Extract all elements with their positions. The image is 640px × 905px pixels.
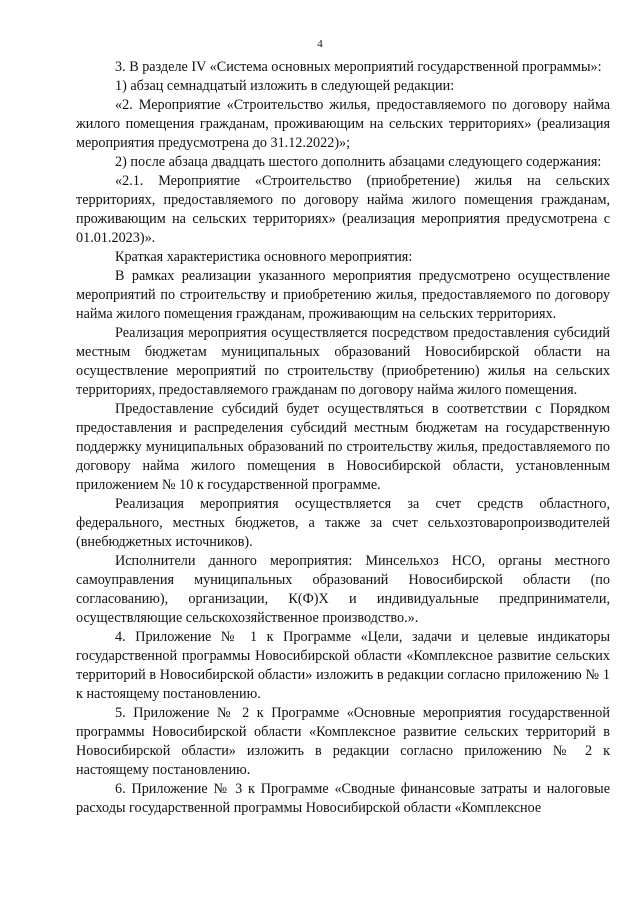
paragraph-funding: Реализация мероприятия осуществляется за счет средств областного, федерального, местных бюджетов, а также за счет сельхозтоваропроизводителей (внебюджетных источников).: [76, 496, 610, 550]
paragraph-item-2: 2) после абзаца двадцать шестого дополнить абзацами следующего содержания:: [115, 154, 602, 170]
paragraph-quote-2-1: «2.1. Мероприятие «Строительство (приобретение) жилья на сельских территориях, предоставляемого по договору найма жилого помещения гражданам, проживающим на сельских территориях» (реализация мероприятия предусмотрена с 01.01.2023)».: [76, 173, 610, 246]
paragraph-quote-2: «2. Мероприятие «Строительство жилья, предоставляемого по договору найма жилого помещения гражданам, проживающим на сельских территориях» (реализация мероприятия предусмотрена до 31.12.2022)»;: [76, 97, 610, 151]
paragraph-brief-characteristic: Краткая характеристика основного мероприятия:: [115, 249, 413, 265]
paragraph-implementation: Реализация мероприятия осуществляется посредством предоставления субсидий местным бюджетам муниципальных образований Новосибирской области на осуществление мероприятий по строительству (приобретению) жилья на сельских территориях, предоставляемого гражданам по договору найма жилого помещения.: [76, 325, 610, 398]
paragraph-subsidies: Предоставление субсидий будет осуществляться в соответствии с Порядком предоставления и распределения субсидий местным бюджетам на государственную поддержку муниципальных образований по строительству жилья, предоставляемого по договору найма жилого помещения в Новосибирской области, установленным приложением № 10 к государственной программе.: [76, 401, 610, 493]
document-body: [76, 58, 610, 818]
paragraph-section-6: 6. Приложение № 3 к Программе «Сводные финансовые затраты и налоговые расходы государственной программы Новосибирской области «Комплексное: [76, 781, 610, 816]
paragraph-section-5: 5. Приложение № 2 к Программе «Основные мероприятия государственной программы Новосибирской области «Комплексное развитие сельских территорий в Новосибирской области» изложить в редакции согласно приложению № 2 к настоящему постановлению.: [76, 705, 610, 778]
paragraph-scope: В рамках реализации указанного мероприятия предусмотрено осуществление мероприятий по строительству и приобретению жилья, предоставляемого по договору найма жилого помещения гражданам, проживающим на сельских территориях.: [76, 268, 610, 322]
page-number: 4: [317, 38, 323, 50]
paragraph-section-3: 3. В разделе IV «Система основных мероприятий государственной программы»:: [115, 59, 602, 75]
paragraph-item-1: 1) абзац семнадцатый изложить в следующей редакции:: [115, 78, 455, 94]
paragraph-section-4: 4. Приложение № 1 к Программе «Цели, задачи и целевые индикаторы государственной программы Новосибирской области «Комплексное развитие сельских территорий в Новосибирской области» изложить в редакции согласно приложению № 1 к настоящему постановлению.: [76, 629, 610, 702]
paragraph-executors: Исполнители данного мероприятия: Минсельхоз НСО, органы местного самоуправления муниципальных образований Новосибирской области (по согласованию), организации, К(Ф)Х и индивидуальные предприниматели, осуществляющие сельскохозяйственное производство.».: [76, 553, 610, 626]
